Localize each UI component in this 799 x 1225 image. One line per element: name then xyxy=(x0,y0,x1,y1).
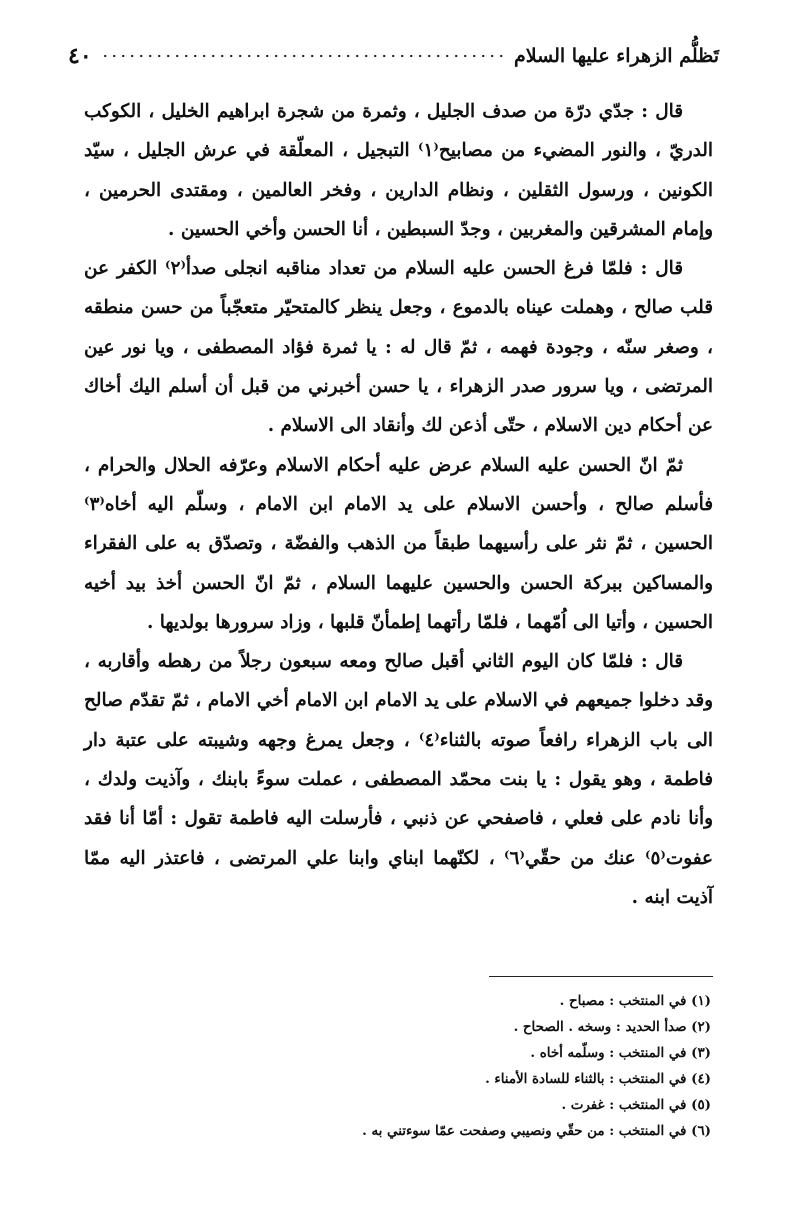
paragraph: قال : فلمّا كان اليوم الثاني أقبل صالح ومعه سبعون رجلاً من رهطه وأقاربه ، وقد دخلوا جميعهم في الاسلام على يد الامام ابن الامام أخي الامام ، ثمّ تقدّم صالح الى باب الزهراء رافعاً صوته بالثناء⁽٤⁾ ، وجعل يمرغ وجهه وشيبته على عتبة دار فاطمة ، وهو يقول : يا بنت محمّد المصطفى ، عملت سوءً بابنك ، وآذيت ولدك ، وأنا نادم على فعلي ، فاصفحي عن ذنبي ، فأرسلت اليه فاطمة تقول : أمّا أنا فقد عفوت⁽٥⁾ عنك من حقّي⁽٦⁾ ، لكنّهما ابناي وابنا علي المرتضى ، فاعتذر اليه ممّا آذيت ابنه . xyxy=(84,651,713,908)
main-text xyxy=(84,92,713,917)
paragraph: ثمّ انّ الحسن عليه السلام عرض عليه أحكام الاسلام وعرّفه الحلال والحرام ، فأسلم صالح ، وأحسن الاسلام على يد الامام ابن الامام ، وسلّم اليه أخاه⁽٣⁾ الحسين ، ثمّ نثر على رأسيهما طبقاً من الذهب والفضّة ، وتصدّق به على الفقراء والمساكين ببركة الحسن والحسين عليهما السلام ، ثمّ انّ الحسن أخذ بيد أخيه الحسين ، وأتيا الى اُمّهما ، فلمّا رأتهما إطمأنّ قلبها ، وزاد سرورها بولديها . xyxy=(84,454,713,633)
running-title: تَظلُّم الزهراء عليها السلام xyxy=(514,45,719,67)
paragraph: قال : جدّي درّة من صدف الجليل ، وثمرة من شجرة ابراهيم الخليل ، الكوكب الدريّ ، والنور المضيء من مصابيح⁽١⁾ التبجيل ، المعلّقة في عرش الجليل ، سيّد الكونين ، ورسول الثقلين ، ونظام الدارين ، وفخر العالمين ، ومقتدى الحرمين ، وإمام المشرقين والمغربين ، وجدّ السبطين ، أنا الحسن وأخي الحسين . xyxy=(84,101,713,240)
paragraph: قال : فلمّا فرغ الحسن عليه السلام من تعداد مناقبه انجلى صدأ⁽٢⁾ الكفر عن قلب صالح ، وهملت عيناه بالدموع ، وجعل ينظر كالمتحيّر متعجّباً من حسن منطقه ، وصغر سنّه ، وجودة فهمه ، ثمّ قال له : يا ثمرة فؤاد المصطفى ، ويا نور عين المرتضى ، ويا سرور صدر الزهراء ، يا حسن أخبرني من قبل أن أسلم اليك أخاك عن أحكام دين الاسلام ، حتّى أذعن لك وأنقاد الى الاسلام . xyxy=(84,258,713,437)
page-header xyxy=(68,38,719,74)
footnotes xyxy=(84,988,711,1144)
footnote-separator xyxy=(489,976,713,977)
footnote: (٢) صدأ الحديد : وسخه . الصحاح . xyxy=(513,1019,711,1035)
footnote: (٣) في المنتخب : وسلّمه أخاه . xyxy=(530,1045,711,1061)
dotted-leader xyxy=(102,54,504,58)
footnote: (٦) في المنتخب : من حقّي ونصيبي وصفحت عمّا سوءتني به . xyxy=(362,1123,711,1139)
page-number: ٤٠ xyxy=(68,43,92,69)
footnote: (٥) في المنتخب : غفرت . xyxy=(561,1097,711,1113)
footnote: (١) في المنتخب : مصباح . xyxy=(559,993,711,1009)
footnote: (٤) في المنتخب : بالثناء للسادة الأمناء . xyxy=(485,1071,711,1087)
